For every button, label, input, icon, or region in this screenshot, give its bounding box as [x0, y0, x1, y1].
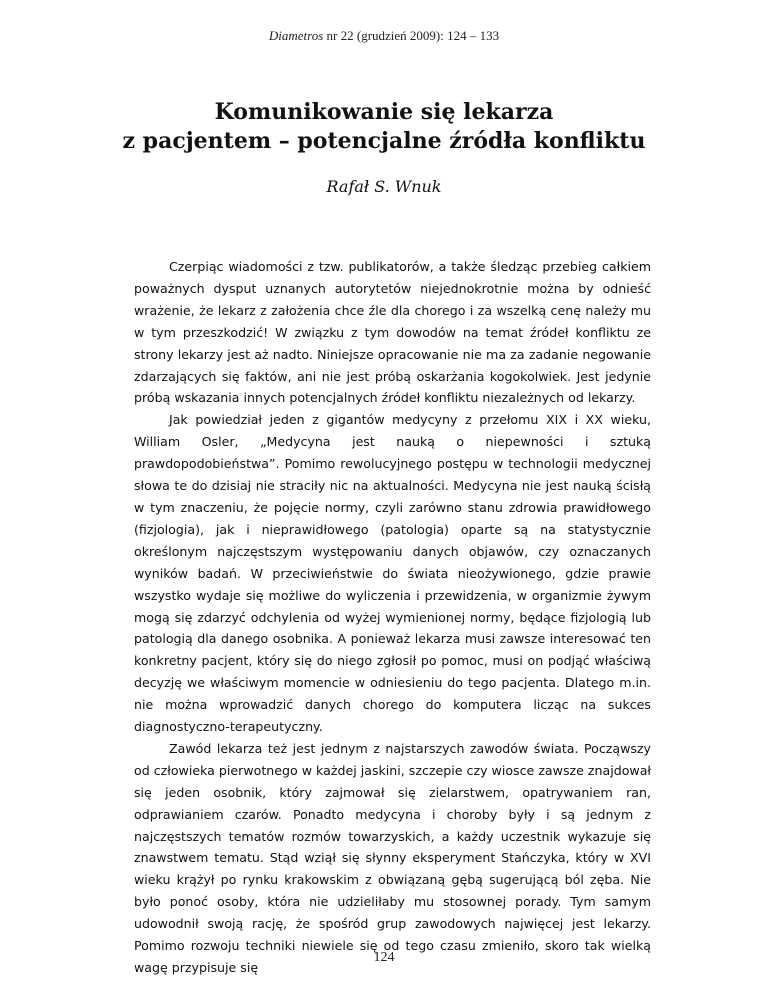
running-header	[0, 28, 768, 44]
title-line-2: z pacjentem – potencjalne źródła konfliktu	[122, 128, 646, 154]
issue-info: nr 22 (grudzień 2009): 124 – 133	[323, 28, 500, 43]
article-title	[80, 98, 688, 156]
paragraph: Czerpiąc wiadomości z tzw. publikatorów, a także śledząc przebieg całkiem poważnych dysput uznanych autorytetów niejednokrotnie można by odnieść wrażenie, że lekarz z założenia chce źle dla chorego i za wszelką cenę należy mu w tym przeszkodzić! W związku z tym dowodów na temat źródeł konfliktu ze strony lekarzy jest aż nadto. Niniejsze opracowanie nie ma za zadanie negowanie zdarzających się faktów, ani nie jest próbą oskarżania kogokolwiek. Jest jedynie próbą wskazania innych potencjalnych źródeł konfliktu niezależnych od lekarzy.	[134, 259, 651, 406]
title-line-1: Komunikowanie się lekarza	[214, 99, 554, 125]
article-body	[134, 256, 651, 979]
author-name: Rafał S. Wnuk	[326, 177, 442, 196]
page-number: 124	[373, 950, 395, 965]
paragraph: Zawód lekarza też jest jednym z najstarszych zawodów świata. Począwszy od człowieka pierwotnego w każdej jaskini, szczepie czy wiosce zawsze znajdował się jeden osobnik, który zajmował się zielarstwem, opatrywaniem ran, odprawianiem czarów. Ponadto medycyna i choroby były i są jednym z najczęstszych tematów rozmów towarzyskich, a każdy uczestnik wykazuje się znawstwem tematu. Stąd wziął się słynny eksperyment Stańczyka, który w XVI wieku krążył po rynku krakowskim z obwiązaną gębą sugerującą ból zęba. Nie było ponoć osoby, która nie udzieliłaby mu stosownej porady. Tym samym udowodnił swoją rację, że spośród grup zawodowych najwięcej jest lekarzy. Pomimo rozwoju techniki niewiele się od tego czasu zmieniło, skoro tak wielką wagę przypisuje się	[134, 740, 651, 975]
paragraph: Jak powiedział jeden z gigantów medycyny z przełomu XIX i XX wieku, William Osler, „Medycyna jest nauką o niepewności i sztuką prawdopodobieństwa”. Pomimo rewolucyjnego postępu w technologii medycznej słowa te do dzisiaj nie straciły nic na aktualności. Medycyna nie jest nauką ścisłą w tym znaczeniu, że pojęcie normy, czyli zarówno stanu zdrowia prawidłowego (fizjologia), jak i nieprawidłowego (patologia) oparte są na statystycznie określonym najczęstszym występowaniu danych objawów, czy oznaczanych wyników badań. W przeciwieństwie do świata nieożywionego, gdzie prawie wszystko wydaje się możliwe do wyliczenia i przewidzenia, w organizmie żywym mogą się zdarzyć odchylenia od wyżej wymienionej normy, będące fizjologią lub patologią dla danego osobnika. A ponieważ lekarza musi zawsze interesować ten konkretny pacjent, który się do niego zgłosił po pomoc, musi on podjąć właściwą decyzję we właściwym momencie w odniesieniu do tego pacjenta. Dlatego m.in. nie można wprowadzić danych chorego do komputera licząc na sukces diagnostyczno-terapeutyczny.	[134, 412, 651, 735]
journal-name: Diametros	[268, 28, 324, 43]
